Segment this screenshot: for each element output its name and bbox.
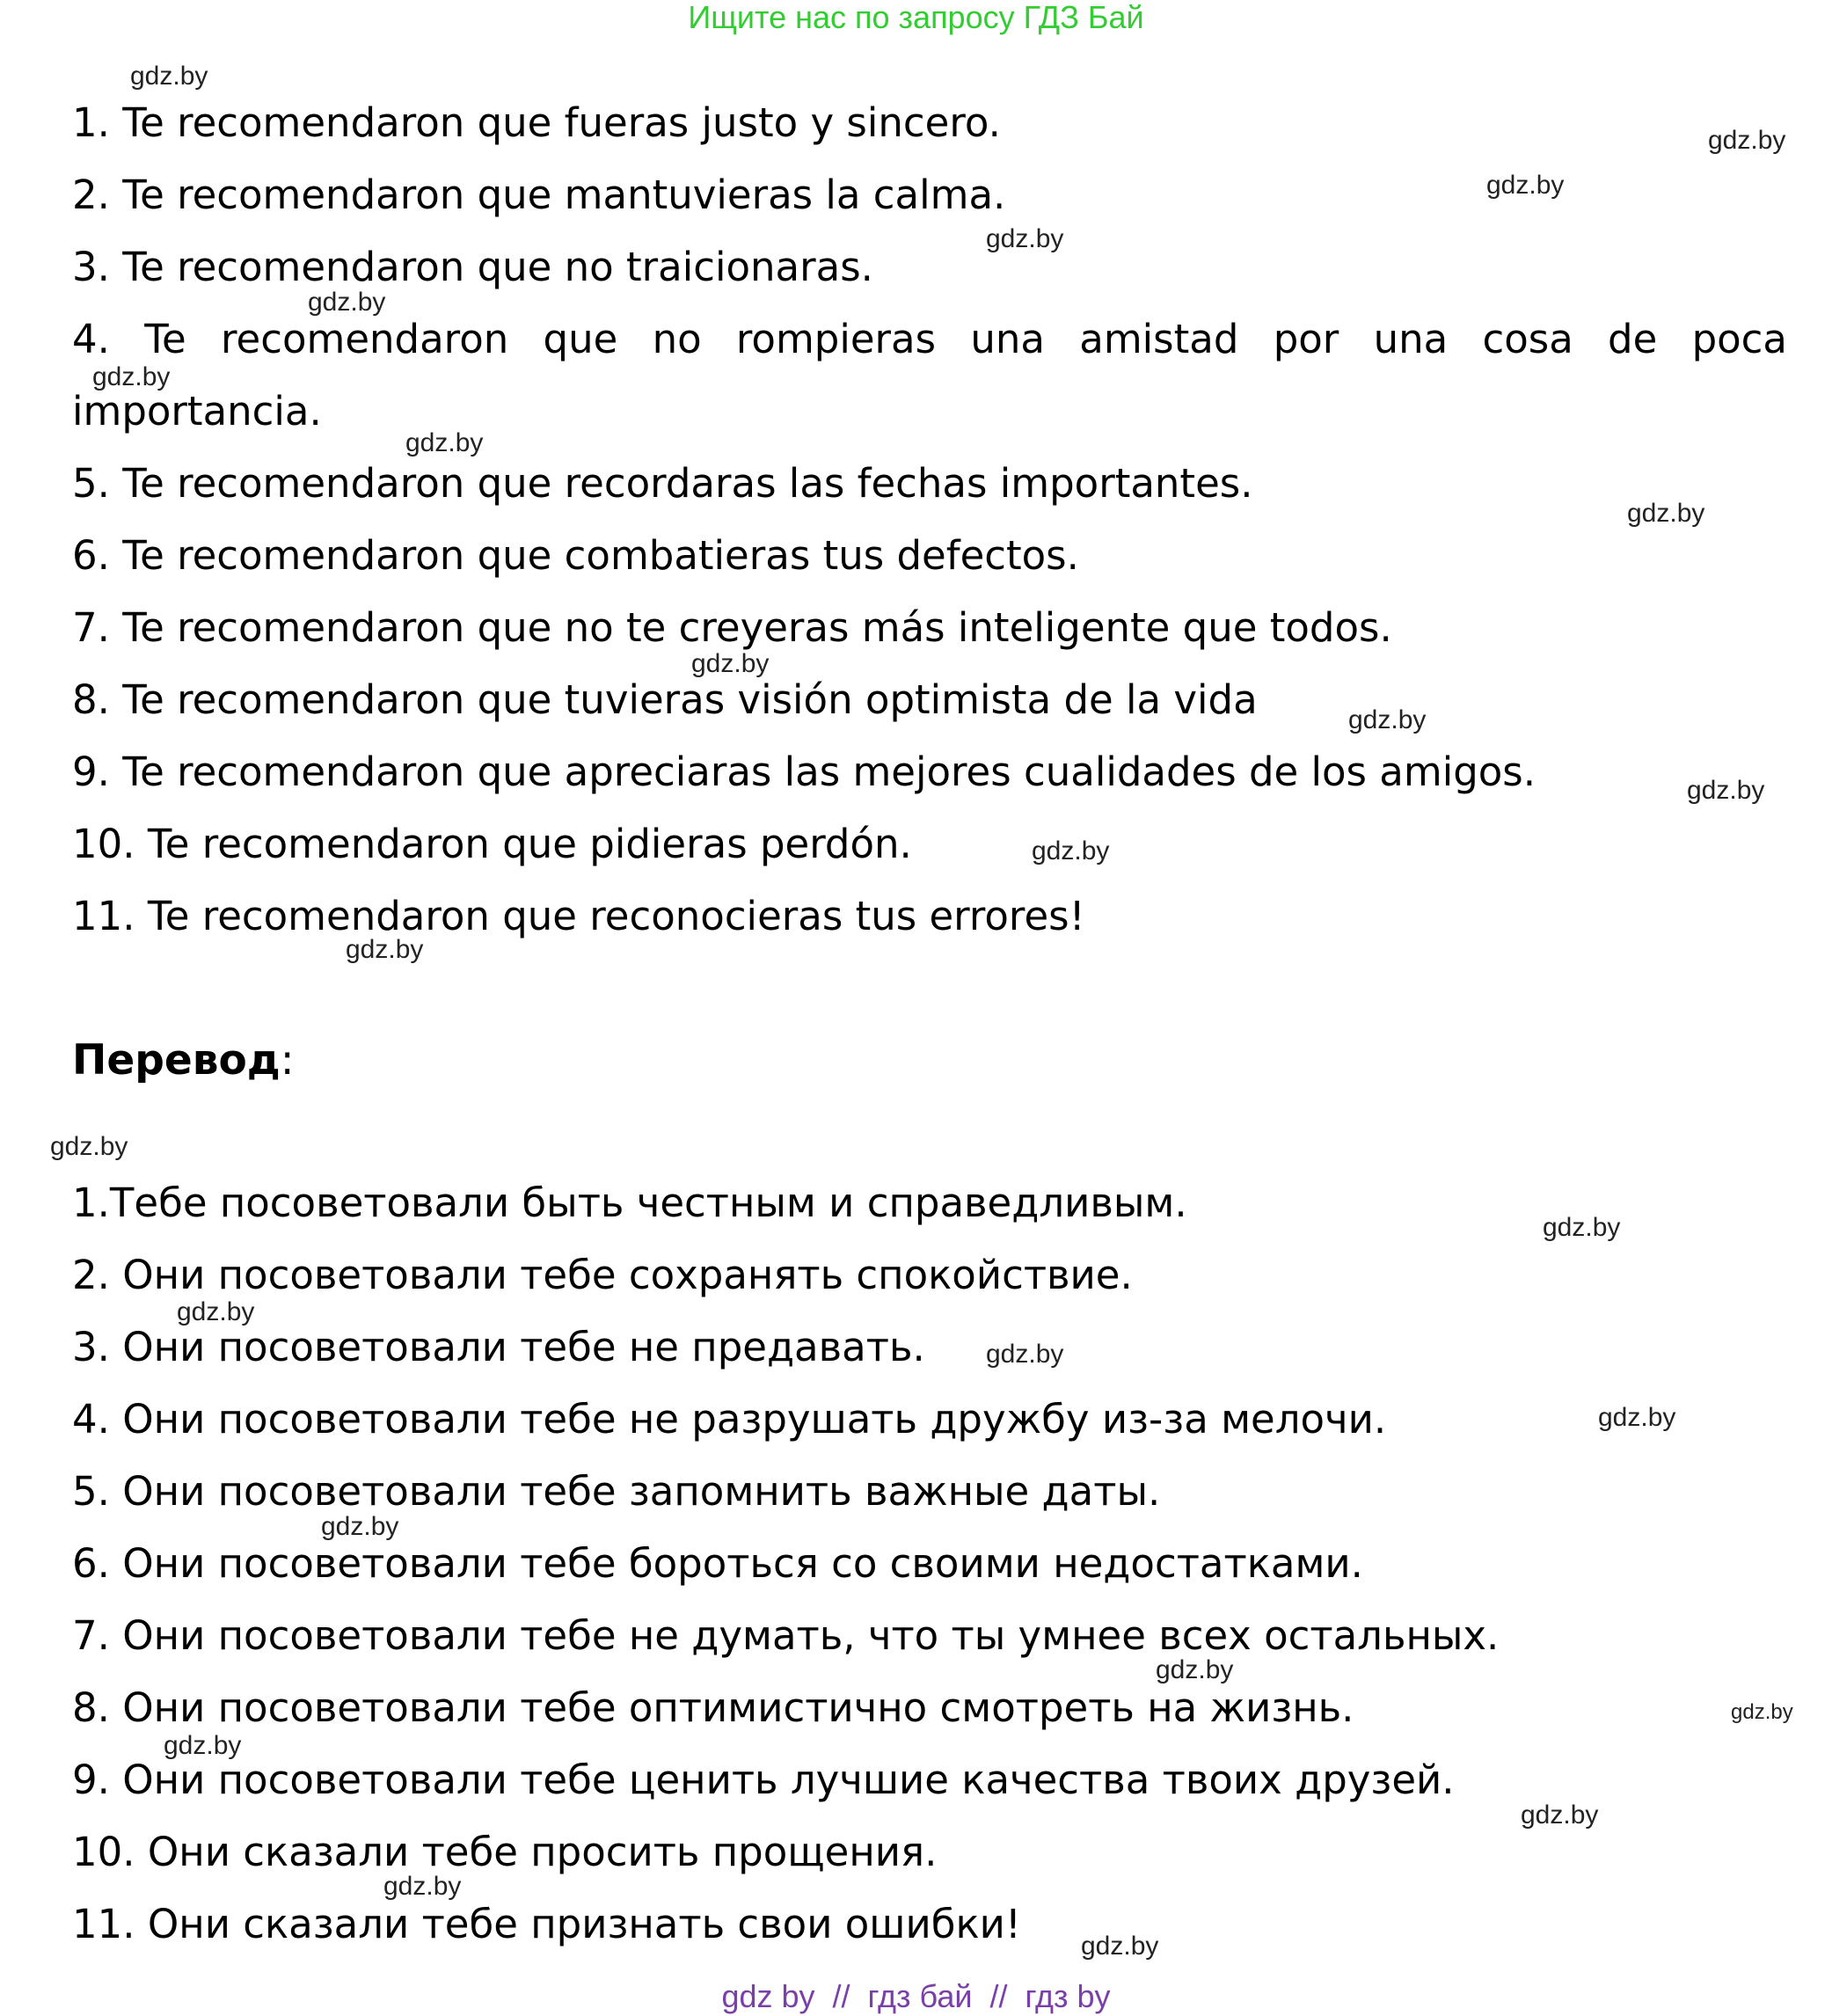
watermark: gdz.by [346, 935, 424, 964]
translation-line-10: 10. Они сказали тебе просить прощения. [72, 1829, 938, 1875]
watermark: gdz.by [164, 1731, 242, 1760]
watermark: gdz.by [986, 224, 1064, 253]
watermark: gdz.by [1521, 1801, 1599, 1830]
watermark: gdz.by [308, 288, 386, 317]
watermark: gdz.by [1348, 705, 1427, 734]
spanish-line-10: 10. Te recomendaron que pidieras perdón. [72, 821, 912, 867]
watermark: gdz.by [92, 362, 171, 391]
translation-line-5: 5. Они посоветовали тебе запомнить важные даты. [72, 1468, 1161, 1515]
watermark: gdz.by [1598, 1403, 1676, 1432]
spanish-line-8: 8. Te recomendaron que tuvieras visión optimista de la vida [72, 676, 1258, 723]
spanish-line-1: 1. Te recomendaron que fueras justo y sincero. [72, 99, 1001, 146]
spanish-line-9: 9. Te recomendaron que apreciaras las mejores cualidades de los amigos. [72, 749, 1536, 795]
translation-line-3: 3. Они посоветовали тебе не предавать. [72, 1324, 925, 1370]
translation-line-8: 8. Они посоветовали тебе оптимистично смотреть на жизнь. [72, 1684, 1354, 1731]
watermark: gdz.by [405, 428, 484, 457]
watermark: gdz.by [1731, 1700, 1793, 1724]
translation-line-11: 11. Они сказали тебе признать свои ошибки! [72, 1901, 1021, 1947]
spanish-line-5: 5. Te recomendaron que recordaras las fechas importantes. [72, 460, 1253, 507]
translation-heading-bold: Перевод [72, 1036, 281, 1085]
spanish-line-4: 4. Te recomendaron que no rompieras una amistad por una cosa de poca [72, 316, 1787, 362]
translation-line-7: 7. Они посоветовали тебе не думать, что ты умнее всех остальных. [72, 1612, 1500, 1659]
translation-line-9: 9. Они посоветовали тебе ценить лучшие качества твоих друзей. [72, 1757, 1455, 1803]
watermark: gdz.by [1687, 776, 1765, 805]
top-banner: Ищите нас по запросу ГДЗ Бай [688, 0, 1144, 35]
translation-line-2: 2. Они посоветовали тебе сохранять спокойствие. [72, 1252, 1133, 1298]
bottom-banner: gdz by // гдз бай // гдз by [721, 1978, 1111, 2014]
translation-line-1: 1.Тебе посоветовали быть честным и справедливым. [72, 1180, 1187, 1226]
spanish-line-2: 2. Te recomendaron que mantuvieras la calma. [72, 172, 1006, 218]
spanish-line-11: 11. Te recomendaron que reconocieras tus errores! [72, 893, 1085, 939]
watermark: gdz.by [986, 1340, 1064, 1369]
spanish-line-3: 3. Te recomendaron que no traicionaras. [72, 244, 873, 290]
watermark: gdz.by [1486, 171, 1565, 200]
spanish-line-4-continued: importancia. [72, 388, 322, 435]
translation-heading-colon: : [280, 1036, 295, 1085]
spanish-line-6: 6. Te recomendaron que combatieras tus defectos. [72, 532, 1079, 579]
watermark: gdz.by [1627, 499, 1705, 528]
watermark: gdz.by [691, 649, 770, 678]
translation-line-6: 6. Они посоветовали тебе бороться со своими недостатками. [72, 1540, 1363, 1587]
translation-line-4: 4. Они посоветовали тебе не разрушать дружбу из-за мелочи. [72, 1396, 1387, 1443]
watermark: gdz.by [50, 1132, 128, 1161]
spanish-line-7: 7. Te recomendaron que no te creyeras más inteligente que todos. [72, 604, 1392, 651]
watermark: gdz.by [383, 1872, 462, 1901]
watermark: gdz.by [1708, 126, 1786, 155]
translation-heading [72, 1036, 295, 1085]
watermark: gdz.by [1156, 1655, 1234, 1684]
watermark: gdz.by [1032, 836, 1110, 866]
watermark: gdz.by [177, 1297, 255, 1326]
watermark: gdz.by [130, 62, 208, 91]
watermark: gdz.by [1081, 1932, 1159, 1961]
watermark: gdz.by [1543, 1213, 1621, 1242]
watermark: gdz.by [321, 1512, 399, 1541]
